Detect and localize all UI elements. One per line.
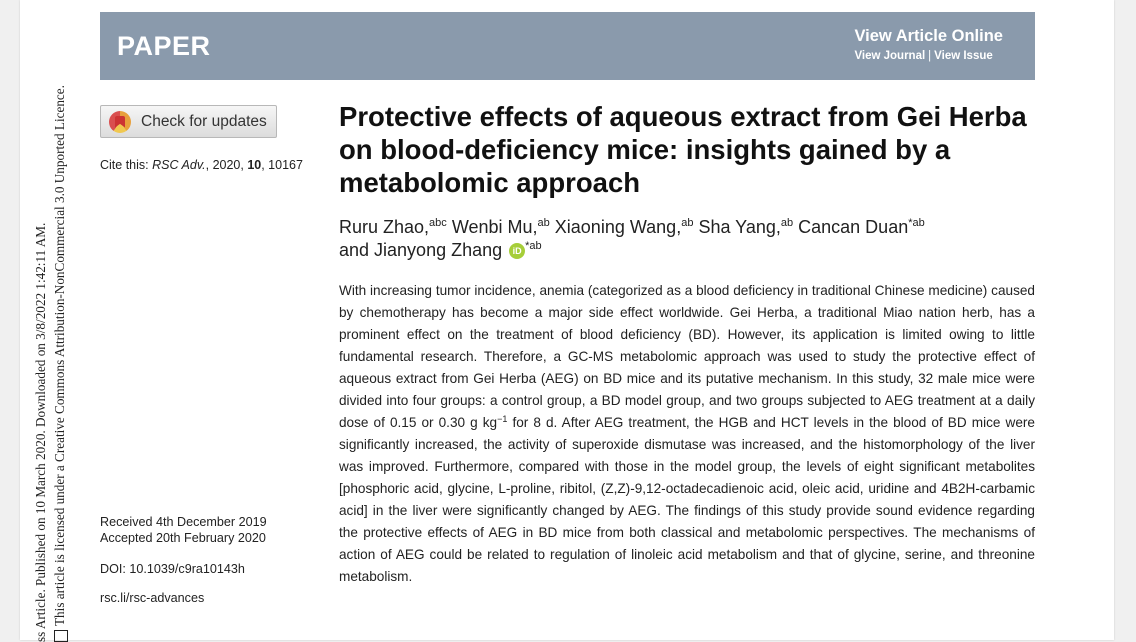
author-name[interactable]: Ruru Zhao, (339, 217, 430, 237)
article-type: PAPER (117, 31, 211, 61)
view-journal-link[interactable]: View Journal (854, 50, 926, 62)
author-affiliation: ab (681, 217, 694, 229)
check-for-updates-label: Check for updates (141, 112, 267, 130)
author-affiliation: ab (780, 217, 794, 229)
licence-icon (54, 630, 68, 642)
sidebar-publication-note: ss Article. Published on 10 March 2020. Downloaded on 3/8/2022 1:42:11 AM. (33, 222, 48, 642)
author-name[interactable]: Cancan Duan (798, 217, 909, 237)
cite-volume: 10 (247, 158, 262, 172)
view-article-online-link[interactable]: View Article Online (854, 27, 1003, 45)
author-name[interactable]: and Jianyong Zhang (339, 240, 503, 260)
author-name[interactable]: Wenbi Mu, (451, 217, 538, 237)
cite-journal: RSC Adv. (152, 158, 206, 172)
view-issue-link[interactable]: View Issue (934, 50, 993, 62)
check-for-updates-icon (109, 111, 131, 133)
view-links (854, 50, 1003, 62)
abstract-unit-exponent: −1 (497, 414, 508, 424)
citation (100, 158, 303, 172)
author-list (339, 216, 1039, 262)
orcid-icon[interactable]: iD (509, 243, 525, 259)
licence-text: This article is licensed under a Creative Commons Attribution-NonCommercial 3.0 Unported Licence. (52, 85, 67, 626)
accepted-date: Accepted 20th February 2020 (100, 531, 266, 545)
journal-link[interactable]: rsc.li/rsc-advances (100, 591, 205, 605)
header-banner (100, 12, 1035, 80)
author-affiliation: abc (429, 217, 447, 229)
cite-pages: , 10167 (261, 158, 303, 172)
received-date: Received 4th December 2019 (100, 515, 267, 529)
check-for-updates-button[interactable] (100, 105, 277, 138)
cite-prefix: Cite this: (100, 158, 149, 172)
abstract-text-part1: With increasing tumor incidence, anemia (categorized as a blood deficiency in traditional Chinese medicine) caused by chemotherapy has become a major side effect worldwide. Gei Herba, a traditional Miao nation herb, has a prominent effect on the treatment of blood deficiency (BD). However, its application is limited owing to little fundamental research. Therefore, a GC-MS metabolomic approach was used to study the protective effect of aqueous extract from Gei Herba (AEG) on BD mice and its putative mechanism. In this study, 32 male mice were divided into four groups: a control group, a BD model group, and two groups subjected to AEG treatment at a daily dose of 0.15 or 0.30 g kg (339, 283, 1035, 430)
author-name[interactable]: Xiaoning Wang, (554, 217, 682, 237)
doi[interactable]: DOI: 10.1039/c9ra10143h (100, 562, 245, 576)
sidebar-licence-note[interactable] (52, 85, 68, 642)
abstract-text-part2: for 8 d. After AEG treatment, the HGB and HCT levels in the blood of BD mice were significantly increased, the activity of superoxide dismutase was increased, and the histomorphology of the liver was improved. Furthermore, compared with those in the model group, the levels of eight significant metabolites [phosphoric acid, glycine, L-proline, ribitol, (Z,Z)-9,12-octadecadienoic acid, oleic acid, uridine and 4B2H-carbamic acid] in the liver were significantly changed by AEG. The findings of this study provide sound evidence regarding the protective effects of AEG in BD mice from both classical and metabolomic perspectives. The mechanisms of action of AEG could be related to regulation of linoleic acid metabolism and that of glycine, serine, and threonine metabolism. (339, 415, 1035, 584)
cite-year: , 2020, (205, 158, 248, 172)
article-links (854, 27, 1003, 62)
author-affiliation: *ab (908, 217, 925, 229)
link-separator: | (928, 50, 932, 62)
article-title: Protective effects of aqueous extract from Gei Herba on blood-deficiency mice: insights gained by a metabolomic approach (339, 101, 1027, 198)
author-affiliation: *ab (525, 240, 542, 252)
abstract (339, 280, 1035, 588)
author-name[interactable]: Sha Yang, (698, 217, 781, 237)
author-affiliation: ab (537, 217, 550, 229)
